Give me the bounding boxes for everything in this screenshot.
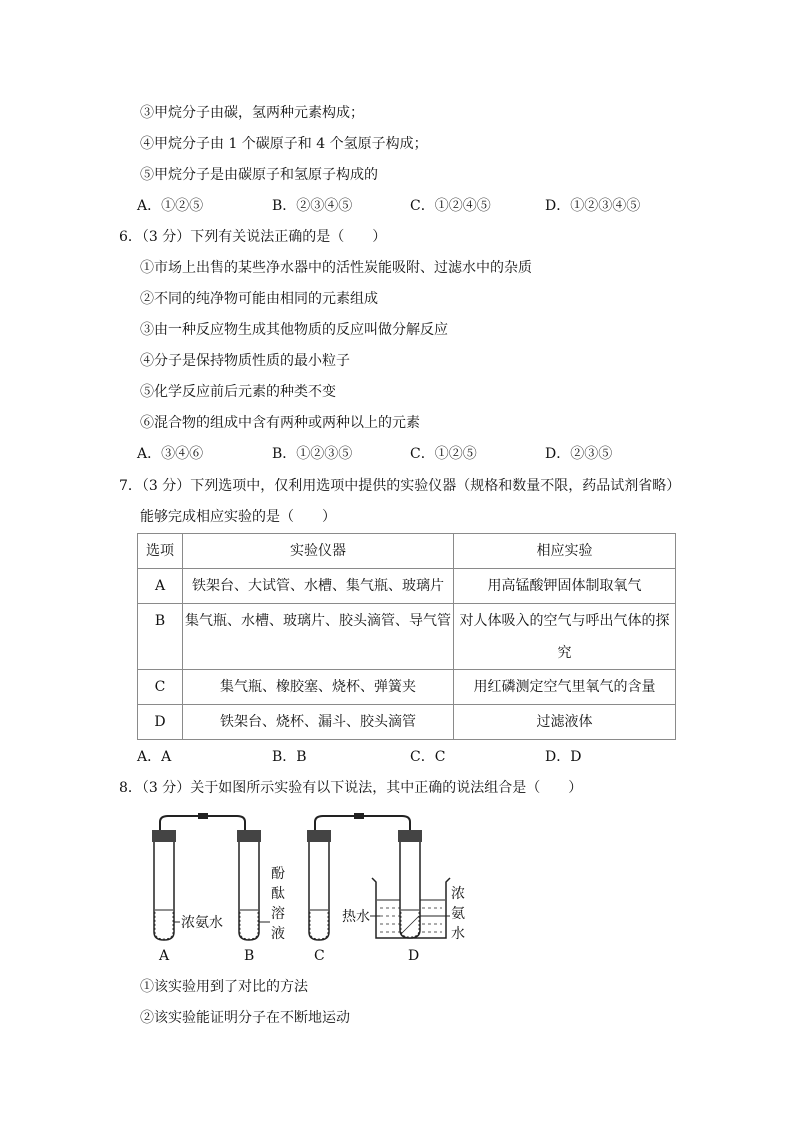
q7-table bbox=[137, 533, 676, 740]
table-row bbox=[138, 569, 676, 604]
q6-option-b: B．①②③⑤ bbox=[272, 446, 353, 462]
table-cell: 铁架台、大试管、水槽、集气瓶、玻璃片 bbox=[183, 569, 454, 604]
label-phenol: 液 bbox=[271, 926, 285, 942]
table-row bbox=[138, 670, 676, 705]
table-row bbox=[138, 604, 676, 670]
q5-option-d: D．①②③④⑤ bbox=[545, 198, 641, 214]
table-cell: 铁架台、烧杯、漏斗、胶头滴管 bbox=[183, 705, 454, 740]
label-phenol: 溶 bbox=[271, 906, 285, 922]
q6-options bbox=[137, 444, 697, 464]
tube-label-d: D bbox=[408, 948, 420, 964]
q5-option-c: C．①②④⑤ bbox=[410, 198, 491, 214]
q6-option-c: C．①②⑤ bbox=[410, 446, 477, 462]
table-cell: 集气瓶、水槽、玻璃片、胶头滴管、导气管 bbox=[183, 604, 454, 670]
q6-statement-6: ⑥混合物的组成中含有两种或两种以上的元素 bbox=[140, 415, 420, 431]
q7-option-b: B．B bbox=[272, 749, 307, 765]
q6-statement-2: ②不同的纯净物可能由相同的元素组成 bbox=[140, 291, 378, 307]
q5-statement-3: ③甲烷分子由碳，氢两种元素构成； bbox=[140, 105, 364, 121]
q6-statement-4: ④分子是保持物质性质的最小粒子 bbox=[140, 353, 350, 369]
q6-statement-3: ③由一种反应物生成其他物质的反应叫做分解反应 bbox=[140, 322, 448, 338]
label-hot-water: 热水 bbox=[342, 909, 370, 925]
label-ammonia: 浓氨水 bbox=[181, 915, 223, 931]
table-cell: 过滤液体 bbox=[454, 705, 676, 740]
q6-statement-5: ⑤化学反应前后元素的种类不变 bbox=[140, 384, 336, 400]
q7-option-c: C．C bbox=[410, 749, 446, 765]
q7-option-a: A．A bbox=[137, 749, 172, 765]
q8-statement-2: ②该实验能证明分子在不断地运动 bbox=[140, 1010, 350, 1026]
table-cell: 集气瓶、橡胶塞、烧杯、弹簧夹 bbox=[183, 670, 454, 705]
q7-stem-line2: 能够完成相应实验的是（ ） bbox=[140, 509, 336, 525]
q7-option-d: D．D bbox=[545, 749, 582, 765]
table-header-cell: 实验仪器 bbox=[183, 534, 454, 569]
label-conc-ammonia: 浓 bbox=[451, 886, 465, 902]
q6-statement-1: ①市场上出售的某些净水器中的活性炭能吸附、过滤水中的杂质 bbox=[140, 260, 532, 276]
table-row bbox=[138, 705, 676, 740]
q7-options bbox=[137, 747, 697, 767]
q6-option-a: A．③④⑥ bbox=[137, 446, 204, 462]
table-cell: C bbox=[138, 670, 183, 705]
q5-option-a: A．①②⑤ bbox=[137, 198, 204, 214]
table-header-row bbox=[138, 534, 676, 569]
table-cell: D bbox=[138, 705, 183, 740]
tube-label-a: A bbox=[159, 948, 170, 964]
label-phenol: 酚 bbox=[271, 866, 285, 882]
table-cell: A bbox=[138, 569, 183, 604]
tube-pair-cd bbox=[307, 813, 450, 940]
q8-statement-1: ①该实验用到了对比的方法 bbox=[140, 979, 308, 995]
experiment-figure bbox=[140, 812, 480, 972]
q5-statement-4: ④甲烷分子由 1 个碳原子和 4 个氢原子构成； bbox=[140, 136, 428, 152]
table-cell: 用红磷测定空气里氧气的含量 bbox=[454, 670, 676, 705]
q5-statement-5: ⑤甲烷分子是由碳原子和氢原子构成的 bbox=[140, 167, 378, 183]
q7-stem-line1: 7．（3 分）下列选项中，仅利用选项中提供的实验仪器（规格和数量不限，药品试剂省略） bbox=[119, 478, 681, 494]
label-conc-ammonia: 氨 bbox=[451, 906, 465, 922]
table-header-cell: 相应实验 bbox=[454, 534, 676, 569]
tube-label-c: C bbox=[314, 948, 325, 964]
label-conc-ammonia: 水 bbox=[451, 926, 465, 942]
q5-option-b: B．②③④⑤ bbox=[272, 198, 353, 214]
table-header-cell: 选项 bbox=[138, 534, 183, 569]
q6-stem: 6．（3 分）下列有关说法正确的是（ ） bbox=[119, 229, 387, 245]
tube-label-b: B bbox=[244, 948, 255, 964]
table-cell: 用高锰酸钾固体制取氧气 bbox=[454, 569, 676, 604]
table-cell: B bbox=[138, 604, 183, 670]
label-phenol: 酞 bbox=[271, 886, 285, 902]
q6-option-d: D．②③⑤ bbox=[545, 446, 613, 462]
q8-stem: 8．（3 分）关于如图所示实验有以下说法，其中正确的说法组合是（ ） bbox=[119, 780, 583, 796]
table-cell: 对人体吸入的空气与呼出气体的探究 bbox=[454, 604, 676, 670]
q5-options bbox=[137, 196, 697, 216]
